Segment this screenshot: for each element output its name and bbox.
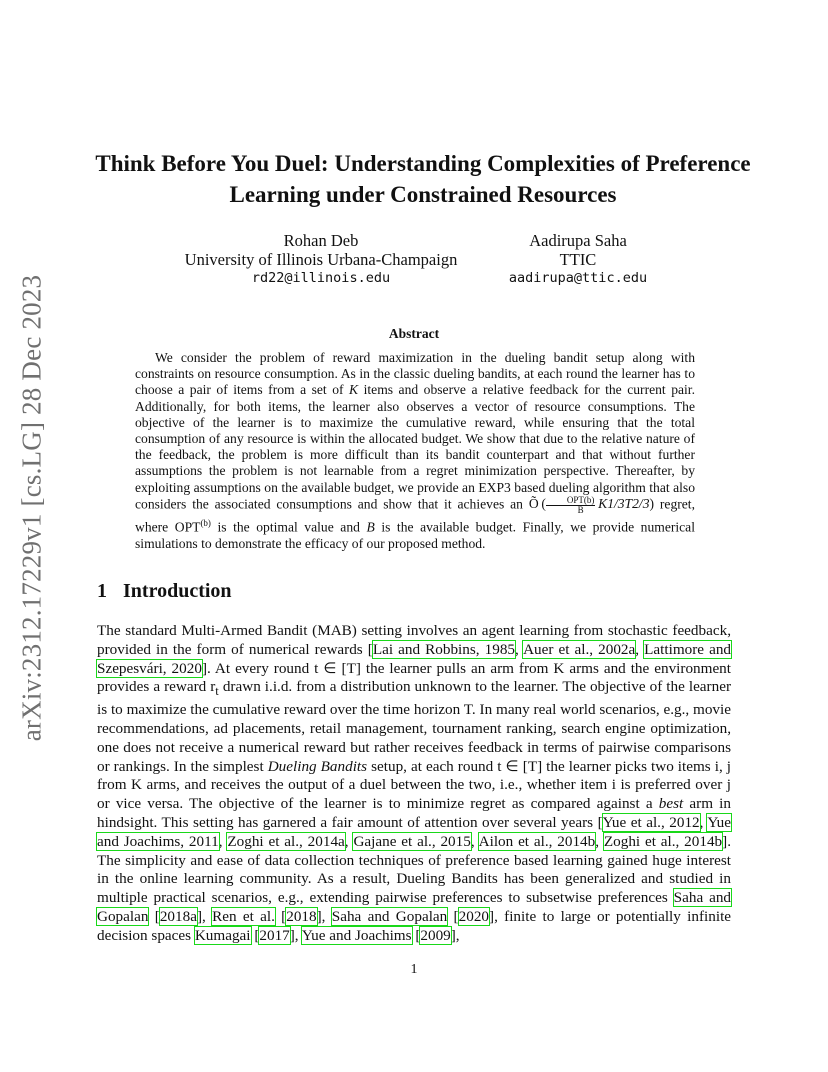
citation-link[interactable]: Saha and Gopalan	[97, 889, 732, 925]
introduction-body: The standard Multi-Armed Bandit (MAB) setting involves an agent learning from stochastic feedback, provided in the form of numerical rewards [Lai and Robbins, 1985, Auer et al., 2002a, Lattimore and Szepesvári, 2020]. At every round t ∈ [T] the learner pulls an arm from K arms and the environment provides a reward $r_t$ drawn i.i.d. from a distribution unknown to the learner. The objective of the learner is to maximize the cumulative reward over the time horizon T. In many real world scenarios, e.g., movie recommendations, ad placements, retail management, tournament ranking, search engine optimization, one does not receive a numerical reward but rather receives feedback in terms of pairwise comparisons or rankings. In the simplest Dueling Bandits setup, at each round t ∈ [T] the learner picks two items i, j from K arms, and receives the output of a duel between the two, i.e., whether item i is preferred over j or vice versa. The objective of the learner is to minimize regret as compared against a best arm in hindsight. This setting has garnered a fair amount of attention over several years [Yue et al., 2012, Yue and Joachims, 2011, Zoghi et al., 2014a, Gajane et al., 2015, Ailon et al., 2014b, Zoghi et al., 2014b]. The simplicity and ease of data collection techniques of preference based learning gained huge interest in the online learning community. As a result, Dueling Bandits has been generalized and studied in multiple practical scenarios, e.g., extending pairwise preferences to subsetwise preferences Saha and Gopalan [2018a], Ren et al. [2018], Saha and Gopalan [2020], finite to large or potentially infinite decision spaces Kumagai [2017], Yue and Joachims [2009],	[97, 622, 732, 944]
citation-link[interactable]: Auer et al., 2002a	[523, 640, 636, 658]
page-number: 1	[410, 962, 418, 977]
arxiv-sidebar	[12, 0, 52, 1072]
citation-link[interactable]: Ren et al.	[212, 907, 275, 925]
citation-link[interactable]: Lattimore and Szepesvári, 2020	[97, 640, 732, 677]
citation-link[interactable]: Yue and Joachims, 2011	[97, 814, 731, 850]
regret-formula: Õ ( $\frac{\text{OPT(b)}}{B}$ K1/3T2/3)	[528, 494, 655, 515]
intro-text: ]. The simplicity and ease of data collection techniques of preference based learning gained huge interest in the online learning community. As a result, Dueling Bandits has been generalized and studied in multiple practical scenarios, e.g., extending pairwise preferences to subsetwise preferences	[97, 832, 732, 907]
intro-text: ]. At every round t ∈ [T] the learner pulls an arm from K arms and the environment provides a reward r	[97, 659, 731, 696]
formula-fraction	[546, 496, 596, 515]
abstract-text-2: items and observe a relative feedback for the current pair. Additionally, for both items, the learner also observes a vector of resource consumptions. The objective of the learner is to maximize the cumulative reward, while ensuring that the total consumption of any resource is within the allocated budget. We show that due to the relative nature of the feedback, the problem is more difficult than its bandit counterpart and that without further assumptions the problem is not learnable from a regret minimization perspective. Thereafter, by exploiting assumptions on the available budget, we provide an EXP3 based dueling algorithm that also considers the associated consumptions and show that it achieves an	[135, 382, 695, 512]
abstract-heading: Abstract	[388, 326, 440, 341]
author-2	[498, 231, 658, 288]
author-2-email[interactable]: aadirupa@ttic.edu	[508, 270, 648, 286]
citation-year-link[interactable]: 2017	[259, 926, 290, 944]
author-1-name: Rohan Deb	[283, 231, 359, 250]
citation-link[interactable]: Gajane et al., 2015	[353, 832, 471, 850]
abstract-sup: (b)	[200, 517, 211, 528]
abstract-text-3: regret, where OPT	[135, 496, 695, 535]
citation-link[interactable]: Zoghi et al., 2014a	[227, 832, 345, 850]
citation-link[interactable]: Yue and Joachims	[301, 926, 412, 944]
abstract-text-4: is the optimal value and	[210, 519, 367, 535]
citation-year-link[interactable]: 2018a	[159, 907, 197, 925]
section-number: 1	[97, 580, 107, 602]
author-2-name: Aadirupa Saha	[529, 231, 627, 250]
abstract-text-1: We consider the problem of reward maximization in the dueling bandit setup along with constraints on resource consumption. As in the classic dueling bandits, at each round the learner has to choose a pair of items from a set of	[135, 350, 695, 398]
abstract-body	[135, 350, 695, 552]
citation-link[interactable]: Saha and Gopalan	[331, 907, 448, 925]
citation-year-link[interactable]: 2018	[286, 907, 317, 925]
citation-year-link[interactable]: 2009	[420, 926, 451, 944]
intro-text: arm in hindsight. This setting has garnered a fair amount of attention over several years [	[97, 795, 731, 831]
formula-denominator: B	[577, 504, 584, 515]
intro-text: setup, at each round t ∈ [T] the learner picks two items i, j from K arms, and receives the output of a duel between the two, i.e., whether item i is preferred over j or vice versa. The objective of the learner is to minimize regret as compared against a	[97, 757, 731, 813]
arxiv-identifier[interactable]: arXiv:2312.17229v1 [cs.LG] 28 Dec 2023	[16, 274, 47, 742]
formula-rest: K1/3T2/3	[598, 496, 650, 512]
abstract-k: K	[349, 382, 359, 398]
section-title: Introduction	[123, 580, 232, 602]
formula-numerator: OPT(b)	[546, 496, 596, 506]
intro-subscript: t	[215, 684, 219, 699]
section-heading	[97, 580, 232, 603]
author-2-affiliation: TTIC	[559, 250, 597, 269]
citation-link[interactable]: Zoghi et al., 2014b	[603, 832, 723, 850]
citation-year-link[interactable]: 2020	[458, 907, 489, 925]
author-1-email[interactable]: rd22@illinois.edu	[251, 270, 391, 286]
abstract-b: B	[366, 519, 375, 535]
author-1-affiliation: University of Illinois Urbana-Champaign	[184, 250, 458, 269]
intro-text: , finite to large or potentially infinite decision spaces	[97, 907, 732, 944]
paper-title: Think Before You Duel: Understanding Complexities of Preference Learning under Constrained Resources	[95, 151, 751, 207]
intro-italic: best	[658, 795, 684, 813]
citation-link[interactable]: Ailon et al., 2014b	[478, 832, 596, 850]
citation-link[interactable]: Yue et al., 2012	[602, 814, 700, 831]
formula-o: Õ	[528, 496, 539, 512]
abstract-text-5: is the available budget. Finally, we provide numerical simulations to demonstrate the efficacy of our proposed method.	[135, 519, 695, 551]
citation-link[interactable]: Lai and Robbins, 1985	[372, 640, 516, 658]
intro-text: The standard Multi-Armed Bandit (MAB) setting involves an agent learning from stochastic feedback, provided in the form of numerical rewards [	[97, 622, 731, 658]
intro-italic: Dueling Bandits	[267, 757, 368, 775]
intro-text: drawn i.i.d. from a distribution unknown to the learner. The objective of the learner is to maximize the cumulative reward over the time horizon T. In many real world scenarios, e.g., movie recommendations, ad placements, retail management, tournament ranking, search engine optimization, one does not receive a numerical reward but rather receives feedback in terms of pairwise comparisons or rankings. In the simplest	[97, 678, 731, 775]
citation-link[interactable]: Kumagai	[194, 926, 251, 944]
author-1	[160, 231, 482, 288]
